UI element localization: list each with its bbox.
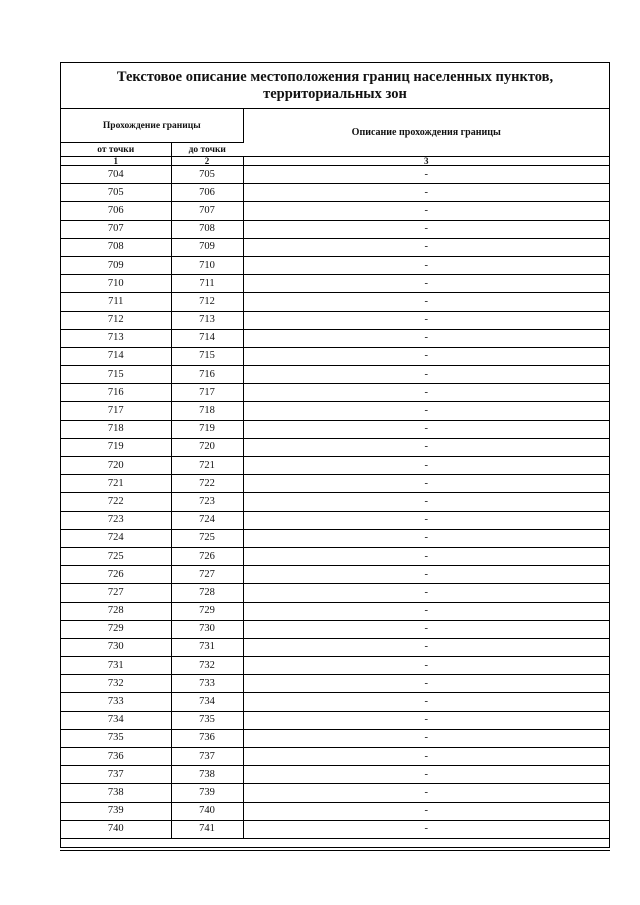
cell-to-point: 705 — [171, 166, 243, 184]
table-row — [61, 729, 609, 747]
cell-from-point: 705 — [61, 184, 171, 202]
cell-description: - — [243, 311, 609, 329]
table-row — [61, 256, 609, 274]
table-row — [61, 602, 609, 620]
cell-from-point: 723 — [61, 511, 171, 529]
cell-description: - — [243, 566, 609, 584]
cell-to-point: 711 — [171, 275, 243, 293]
cell-to-point: 741 — [171, 820, 243, 838]
table-row — [61, 202, 609, 220]
cell-to-point: 718 — [171, 402, 243, 420]
header-col-number-3: 3 — [243, 157, 609, 166]
cell-to-point: 723 — [171, 493, 243, 511]
cell-from-point: 729 — [61, 620, 171, 638]
cell-to-point: 706 — [171, 184, 243, 202]
cell-description: - — [243, 293, 609, 311]
cell-from-point: 716 — [61, 384, 171, 402]
table-row — [61, 693, 609, 711]
cell-from-point: 728 — [61, 602, 171, 620]
table-row — [61, 438, 609, 456]
cell-from-point: 737 — [61, 766, 171, 784]
cell-from-point: 733 — [61, 693, 171, 711]
cell-description: - — [243, 402, 609, 420]
cell-description: - — [243, 511, 609, 529]
cell-to-point: 717 — [171, 384, 243, 402]
cell-to-point: 722 — [171, 475, 243, 493]
cell-description: - — [243, 238, 609, 256]
table-row — [61, 766, 609, 784]
cell-description: - — [243, 802, 609, 820]
cell-to-point: 710 — [171, 256, 243, 274]
cell-description: - — [243, 638, 609, 656]
cell-description: - — [243, 384, 609, 402]
table-row — [61, 657, 609, 675]
cell-to-point: 725 — [171, 529, 243, 547]
header-col-number-1: 1 — [61, 157, 171, 166]
table-row — [61, 638, 609, 656]
cell-to-point: 737 — [171, 748, 243, 766]
cell-description: - — [243, 657, 609, 675]
table-row — [61, 675, 609, 693]
cell-from-point: 739 — [61, 802, 171, 820]
table-row — [61, 275, 609, 293]
header-description: Описание прохождения границы — [243, 109, 609, 157]
cell-from-point: 726 — [61, 566, 171, 584]
cell-from-point: 720 — [61, 457, 171, 475]
cell-description: - — [243, 457, 609, 475]
cell-from-point: 732 — [61, 675, 171, 693]
cell-to-point: 740 — [171, 802, 243, 820]
cell-from-point: 718 — [61, 420, 171, 438]
header-col-number-2: 2 — [171, 157, 243, 166]
table-row — [61, 402, 609, 420]
cell-description: - — [243, 675, 609, 693]
document-sheet — [60, 62, 610, 848]
cell-description: - — [243, 820, 609, 838]
header-from-point: от точки — [61, 143, 171, 157]
table-row — [61, 384, 609, 402]
cell-description: - — [243, 329, 609, 347]
table-body — [61, 166, 609, 839]
cell-from-point: 735 — [61, 729, 171, 747]
cell-description: - — [243, 729, 609, 747]
cell-description: - — [243, 529, 609, 547]
cell-from-point: 730 — [61, 638, 171, 656]
cell-description: - — [243, 547, 609, 565]
table-row — [61, 820, 609, 838]
cell-to-point: 727 — [171, 566, 243, 584]
cell-description: - — [243, 166, 609, 184]
title-line-1: Текстовое описание местоположения границ населенных пунктов, — [116, 68, 554, 85]
table-row — [61, 420, 609, 438]
cell-description: - — [243, 784, 609, 802]
cell-to-point: 721 — [171, 457, 243, 475]
cell-to-point: 729 — [171, 602, 243, 620]
table-row — [61, 347, 609, 365]
cell-from-point: 731 — [61, 657, 171, 675]
cell-to-point: 707 — [171, 202, 243, 220]
cell-from-point: 734 — [61, 711, 171, 729]
table-row — [61, 529, 609, 547]
cell-from-point: 736 — [61, 748, 171, 766]
cell-description: - — [243, 493, 609, 511]
cell-from-point: 738 — [61, 784, 171, 802]
table-row — [61, 366, 609, 384]
cell-to-point: 716 — [171, 366, 243, 384]
cell-from-point: 724 — [61, 529, 171, 547]
table-row — [61, 184, 609, 202]
table-row — [61, 584, 609, 602]
cell-description: - — [243, 748, 609, 766]
table-row — [61, 511, 609, 529]
cell-description: - — [243, 366, 609, 384]
table-row — [61, 293, 609, 311]
cell-to-point: 738 — [171, 766, 243, 784]
cell-to-point: 732 — [171, 657, 243, 675]
table-row — [61, 311, 609, 329]
cell-to-point: 730 — [171, 620, 243, 638]
cell-from-point: 722 — [61, 493, 171, 511]
cell-from-point: 704 — [61, 166, 171, 184]
cell-description: - — [243, 602, 609, 620]
cell-to-point: 734 — [171, 693, 243, 711]
table-row — [61, 620, 609, 638]
cell-description: - — [243, 584, 609, 602]
cell-from-point: 740 — [61, 820, 171, 838]
cell-from-point: 706 — [61, 202, 171, 220]
cell-from-point: 709 — [61, 256, 171, 274]
cell-from-point: 714 — [61, 347, 171, 365]
cell-from-point: 708 — [61, 238, 171, 256]
cell-to-point: 736 — [171, 729, 243, 747]
cell-from-point: 721 — [61, 475, 171, 493]
cell-description: - — [243, 202, 609, 220]
table-row — [61, 802, 609, 820]
table-row — [61, 784, 609, 802]
table-row — [61, 329, 609, 347]
cell-to-point: 708 — [171, 220, 243, 238]
table-row — [61, 493, 609, 511]
cell-to-point: 724 — [171, 511, 243, 529]
cell-description: - — [243, 347, 609, 365]
table-row — [61, 566, 609, 584]
table-row — [61, 475, 609, 493]
table-row — [61, 220, 609, 238]
cell-description: - — [243, 220, 609, 238]
table-row — [61, 547, 609, 565]
table-row — [61, 711, 609, 729]
cell-from-point: 717 — [61, 402, 171, 420]
cell-to-point: 739 — [171, 784, 243, 802]
header-to-point: до точки — [171, 143, 243, 157]
cell-description: - — [243, 766, 609, 784]
cell-description: - — [243, 620, 609, 638]
cell-to-point: 715 — [171, 347, 243, 365]
cell-from-point: 727 — [61, 584, 171, 602]
cell-from-point: 710 — [61, 275, 171, 293]
cell-to-point: 735 — [171, 711, 243, 729]
cell-description: - — [243, 184, 609, 202]
cell-from-point: 711 — [61, 293, 171, 311]
cell-description: - — [243, 711, 609, 729]
cell-to-point: 709 — [171, 238, 243, 256]
table-header — [61, 109, 609, 166]
cell-from-point: 713 — [61, 329, 171, 347]
cell-to-point: 728 — [171, 584, 243, 602]
cell-from-point: 725 — [61, 547, 171, 565]
cell-to-point: 714 — [171, 329, 243, 347]
bottom-rule — [60, 850, 610, 851]
cell-from-point: 719 — [61, 438, 171, 456]
cell-description: - — [243, 693, 609, 711]
document-title — [117, 69, 553, 103]
cell-from-point: 712 — [61, 311, 171, 329]
cell-to-point: 720 — [171, 438, 243, 456]
boundary-table — [61, 109, 609, 839]
cell-to-point: 712 — [171, 293, 243, 311]
cell-to-point: 726 — [171, 547, 243, 565]
table-row — [61, 457, 609, 475]
cell-to-point: 719 — [171, 420, 243, 438]
cell-description: - — [243, 438, 609, 456]
title-line-2: территориальных зон — [263, 85, 407, 102]
table-row — [61, 166, 609, 184]
cell-from-point: 707 — [61, 220, 171, 238]
cell-from-point: 715 — [61, 366, 171, 384]
cell-description: - — [243, 275, 609, 293]
cell-description: - — [243, 256, 609, 274]
cell-to-point: 733 — [171, 675, 243, 693]
table-row — [61, 748, 609, 766]
title-box — [61, 63, 609, 109]
cell-description: - — [243, 420, 609, 438]
cell-to-point: 713 — [171, 311, 243, 329]
cell-description: - — [243, 475, 609, 493]
header-passage: Прохождение границы — [61, 109, 243, 143]
table-row — [61, 238, 609, 256]
cell-to-point: 731 — [171, 638, 243, 656]
